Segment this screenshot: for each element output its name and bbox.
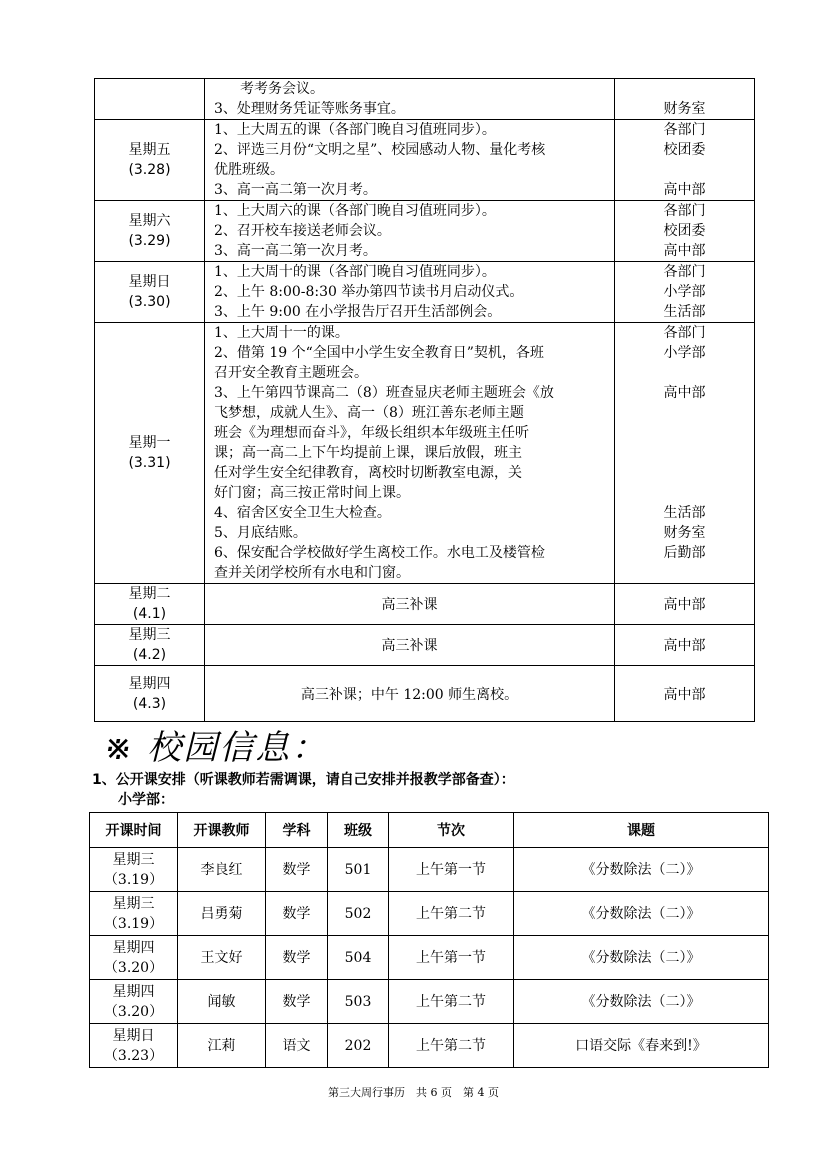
open-class-row <box>90 1024 769 1068</box>
day-name: 星期一 <box>128 435 171 451</box>
weekly-schedule-table <box>94 78 755 722</box>
day-date: (3.28) <box>128 162 171 178</box>
event-item: 1、上大周十的课（各部门晚自习值班同步）。 <box>214 264 496 280</box>
class-period-cell: 上午第二节 <box>389 1024 514 1068</box>
event-item: 查并关闭学校所有水电和门窗。 <box>214 565 410 581</box>
class-class-cell: 501 <box>328 848 389 892</box>
day-cell <box>95 666 205 722</box>
primary-school-label: 小学部： <box>118 792 174 808</box>
class-day: 星期四 <box>112 939 155 956</box>
department-label: 各部门 <box>663 264 706 280</box>
class-subject-cell: 数学 <box>266 892 328 936</box>
event-item: 3、上午第四节课高二（8）班查显庆老师主题班会《放 <box>214 385 554 401</box>
department-label: 财务室 <box>663 525 706 541</box>
open-class-row <box>90 980 769 1024</box>
event-cell: 高三补课 <box>205 584 615 625</box>
event-cell <box>205 262 615 323</box>
day-name: 星期三 <box>128 627 171 643</box>
class-topic-cell: 口语交际《春来到!》 <box>514 1024 769 1068</box>
event-item: 3、处理财务凭证等账务事宜。 <box>214 101 405 117</box>
class-subject-cell: 数学 <box>266 980 328 1024</box>
dept-cell <box>615 262 755 323</box>
class-day: 星期四 <box>112 983 155 1000</box>
dept-cell <box>615 201 755 262</box>
dept-cell <box>615 120 755 201</box>
department-label <box>615 79 754 99</box>
event-item: 1、上大周十一的课。 <box>214 325 349 341</box>
event-item: 2、评选三月份“文明之星”、校园感动人物、量化考核 <box>214 142 546 158</box>
open-class-subtitle: 1、公开课安排（听课教师若需调课，请自己安排并报教学部备查）： <box>92 772 515 788</box>
event-item: 任对学生安全纪律教育，离校时切断教室电源，关 <box>214 465 522 481</box>
day-name: 星期六 <box>128 213 171 229</box>
department-label: 生活部 <box>663 304 706 320</box>
class-day: 星期三 <box>112 895 155 912</box>
event-item: 召开安全教育主题班会。 <box>214 365 368 381</box>
day-date: (4.3) <box>132 695 167 712</box>
department-label <box>615 443 754 463</box>
class-date: （3.19） <box>103 871 164 888</box>
day-name: 星期五 <box>128 142 171 158</box>
schedule-body <box>95 79 755 722</box>
day-date: (4.2) <box>132 647 167 663</box>
event-item: 2、召开校车接送老师会议。 <box>214 223 391 239</box>
class-teacher-cell: 王文好 <box>178 936 266 980</box>
event-cell: 高三补课；中午 12:00 师生离校。 <box>205 666 615 722</box>
event-item: 4、宿舍区安全卫生大检查。 <box>214 505 391 521</box>
class-day: 星期三 <box>112 851 155 868</box>
class-time-cell <box>90 848 178 892</box>
day-cell <box>95 262 205 323</box>
class-topic-cell: 《分数除法（二）》 <box>514 936 769 980</box>
department-label: 高中部 <box>663 385 706 401</box>
open-class-row <box>90 936 769 980</box>
class-teacher-cell: 闻敏 <box>178 980 266 1024</box>
class-teacher-cell: 李良红 <box>178 848 266 892</box>
day-date: (3.29) <box>128 233 171 249</box>
dept-cell: 高中部 <box>615 666 755 722</box>
day-name: 星期四 <box>128 675 171 692</box>
department-label: 高中部 <box>663 243 706 259</box>
department-label <box>615 463 754 483</box>
class-date: （3.23） <box>103 1047 164 1064</box>
day-name: 星期日 <box>128 274 171 290</box>
class-period-cell: 上午第二节 <box>389 892 514 936</box>
event-item: 5、月底结账。 <box>214 525 307 541</box>
campus-info-heading: ※ 校园信息： <box>104 728 328 768</box>
day-cell <box>95 323 205 584</box>
dept-cell <box>615 79 755 120</box>
department-label: 小学部 <box>663 284 706 300</box>
department-label <box>615 483 754 503</box>
schedule-row <box>95 323 755 584</box>
class-teacher-cell: 江莉 <box>178 1024 266 1068</box>
class-class-cell: 503 <box>328 980 389 1024</box>
event-item: 1、上大周六的课（各部门晚自习值班同步）。 <box>214 203 496 219</box>
event-item: 2、上午 8:00-8:30 举办第四节读书月启动仪式。 <box>214 284 524 300</box>
event-cell <box>205 201 615 262</box>
day-cell <box>95 625 205 666</box>
event-cell <box>205 120 615 201</box>
event-item: 6、保安配合学校做好学生离校工作。水电工及楼管检 <box>214 545 545 561</box>
department-label: 各部门 <box>663 325 706 341</box>
day-date: (3.31) <box>128 455 171 471</box>
department-label: 小学部 <box>663 345 706 361</box>
schedule-row <box>95 666 755 722</box>
class-teacher-cell: 吕勇菊 <box>178 892 266 936</box>
event-cell: 高三补课 <box>205 625 615 666</box>
schedule-row <box>95 120 755 201</box>
open-class-row <box>90 892 769 936</box>
dept-cell <box>615 323 755 584</box>
day-cell <box>95 120 205 201</box>
class-class-cell: 202 <box>328 1024 389 1068</box>
class-subject-cell: 语文 <box>266 1024 328 1068</box>
day-cell <box>95 79 205 120</box>
dept-cell: 高中部 <box>615 584 755 625</box>
class-topic-cell: 《分数除法（二）》 <box>514 848 769 892</box>
event-item: 1、上大周五的课（各部门晚自习值班同步）。 <box>214 122 496 138</box>
department-label: 后勤部 <box>663 545 706 561</box>
department-label <box>615 160 754 180</box>
class-class-cell: 502 <box>328 892 389 936</box>
header-subject: 学科 <box>266 813 328 848</box>
class-topic-cell: 《分数除法（二）》 <box>514 892 769 936</box>
event-cell <box>205 79 615 120</box>
department-label <box>615 403 754 423</box>
department-label <box>615 563 754 583</box>
class-date: （3.19） <box>103 915 164 932</box>
event-item: 课；高一高二上下午均提前上课，课后放假，班主 <box>214 445 522 461</box>
schedule-row <box>95 262 755 323</box>
class-time-cell <box>90 936 178 980</box>
open-class-body <box>90 848 769 1068</box>
class-period-cell: 上午第二节 <box>389 980 514 1024</box>
class-class-cell: 504 <box>328 936 389 980</box>
open-class-table <box>89 812 769 1068</box>
class-subject-cell: 数学 <box>266 848 328 892</box>
event-item: 考考务会议。 <box>240 81 324 97</box>
schedule-row <box>95 79 755 120</box>
class-topic-cell: 《分数除法（二）》 <box>514 980 769 1024</box>
class-period-cell: 上午第一节 <box>389 936 514 980</box>
day-name: 星期二 <box>128 586 171 602</box>
event-item: 3、上午 9:00 在小学报告厅召开生活部例会。 <box>214 304 502 320</box>
schedule-row <box>95 625 755 666</box>
day-cell <box>95 584 205 625</box>
department-label: 各部门 <box>663 122 706 138</box>
event-item: 班会《为理想而奋斗》，年级长组织本年级班主任听 <box>214 425 529 441</box>
class-time-cell <box>90 892 178 936</box>
department-label: 高中部 <box>663 182 706 198</box>
event-item: 2、借第 19 个“全国中小学生安全教育日”契机，各班 <box>214 345 544 361</box>
header-topic: 课题 <box>514 813 769 848</box>
department-label: 校团委 <box>663 142 706 158</box>
event-item: 优胜班级。 <box>214 162 284 178</box>
page-footer: 第三大周行事历 共 6 页 第 4 页 <box>328 1086 499 1099</box>
class-period-cell: 上午第一节 <box>389 848 514 892</box>
schedule-row <box>95 584 755 625</box>
day-date: (3.30) <box>128 294 171 310</box>
open-class-header-row <box>90 813 769 848</box>
day-date: (4.1) <box>132 606 167 622</box>
department-label <box>615 423 754 443</box>
header-class: 班级 <box>328 813 389 848</box>
event-cell <box>205 323 615 584</box>
header-period: 节次 <box>389 813 514 848</box>
department-label <box>615 363 754 383</box>
day-cell <box>95 201 205 262</box>
class-subject-cell: 数学 <box>266 936 328 980</box>
schedule-row <box>95 201 755 262</box>
class-time-cell <box>90 1024 178 1068</box>
department-label: 各部门 <box>663 203 706 219</box>
department-label: 校团委 <box>663 223 706 239</box>
event-item: 飞梦想，成就人生》、高一（8）班江善东老师主题 <box>214 405 524 421</box>
open-class-row <box>90 848 769 892</box>
event-item: 3、高一高二第一次月考。 <box>214 243 377 259</box>
event-item: 3、高一高二第一次月考。 <box>214 182 377 198</box>
class-time-cell <box>90 980 178 1024</box>
department-label: 生活部 <box>663 505 706 521</box>
department-label: 财务室 <box>663 101 706 117</box>
dept-cell: 高中部 <box>615 625 755 666</box>
header-time: 开课时间 <box>90 813 178 848</box>
class-date: （3.20） <box>103 1003 164 1020</box>
event-item: 好门窗；高三按正常时间上课。 <box>214 485 410 501</box>
header-teacher: 开课教师 <box>178 813 266 848</box>
class-day: 星期日 <box>112 1027 155 1044</box>
class-date: （3.20） <box>103 959 164 976</box>
